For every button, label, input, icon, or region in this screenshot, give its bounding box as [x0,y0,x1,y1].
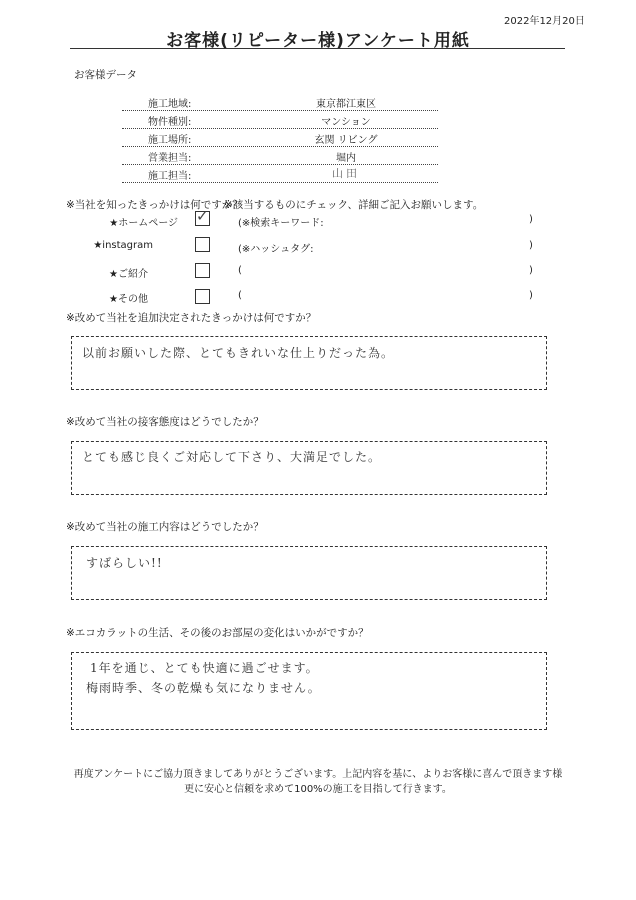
row-value: マンション [321,117,371,128]
customer-row-area [122,92,438,111]
q4-answer: すばらしい!! [86,556,163,570]
q1-instruction: ※該当するものにチェック、詳細ご記入お願いします。 [224,199,484,211]
row-label: 施工場所: [148,135,192,146]
q3-answer-box[interactable] [71,441,547,495]
option-detail-instagram: (※ハッシュタグ: [238,244,314,255]
option-close-paren: ) [529,290,533,301]
row-value: 玄関 リビング [314,135,378,146]
q3-answer: とても感じ良くご対応して下さり、大満足でした。 [82,450,382,464]
q2-answer-box[interactable] [71,336,547,390]
option-detail-referral: ( [238,265,242,276]
q1-question: ※当社を知ったきっかけは何ですか？ [66,199,243,211]
footer-line-2: 更に安心と信頼を求めて100%の施工を目指して行きます。 [184,784,452,795]
checkbox-instagram[interactable] [195,237,210,252]
option-label-homepage: ★ホームページ [109,218,178,229]
footer-line-1: 再度アンケートにご協力頂きましてありがとうございます。上記内容を基に、よりお客様に喜んで頂きます様 [73,769,563,780]
checkbox-homepage[interactable] [195,207,210,226]
q5-answer-box[interactable] [71,652,547,730]
page-title: お客様(リピーター様)アンケート用紙 [166,31,470,51]
customer-row-property-type [122,110,438,129]
row-value-handwritten: 山田 [332,167,360,180]
row-value: 堀内 [336,153,356,164]
option-close-paren: ) [529,265,533,276]
q2-question: ※改めて当社を追加決定されたきっかけは何ですか？ [66,312,317,324]
check-mark-icon: ✓ [196,207,209,225]
customer-row-location [122,128,438,147]
row-label: 営業担当: [148,153,192,164]
row-value: 東京都江東区 [316,99,376,110]
row-label: 物件種別: [148,117,192,128]
q4-question: ※改めて当社の施工内容はどうでしたか？ [66,521,264,533]
customer-row-sales-rep [122,146,438,165]
q3-question: ※改めて当社の接客態度はどうでしたか？ [66,416,264,428]
survey-date: 2022年12月20日 [504,16,585,27]
row-label: 施工担当: [148,171,192,182]
checkbox-other[interactable] [195,289,210,304]
option-close-paren: ) [529,214,533,225]
customer-row-installer [122,164,438,183]
q5-question: ※エコカラットの生活、その後のお部屋の変化はいかがですか？ [66,627,369,639]
customer-data-label: お客様データ [74,69,137,81]
q4-answer-box[interactable] [71,546,547,600]
q5-answer-line-2: 梅雨時季、冬の乾燥も気になりません。 [86,681,321,695]
row-label: 施工地域: [148,99,192,110]
q2-answer: 以前お願いした際、とてもきれいな仕上りだった為。 [82,346,395,360]
option-detail-homepage: (※検索キーワード: [238,218,324,229]
option-label-instagram: ★instagram [93,240,153,251]
option-label-other: ★その他 [109,294,148,305]
checkbox-referral[interactable] [195,263,210,278]
title-underline [70,48,565,49]
option-label-referral: ★ご紹介 [109,269,148,280]
option-detail-other: ( [238,290,242,301]
q5-answer-line-1: 1年を通じ、とても快適に過ごせます。 [90,661,319,675]
option-close-paren: ) [529,240,533,251]
